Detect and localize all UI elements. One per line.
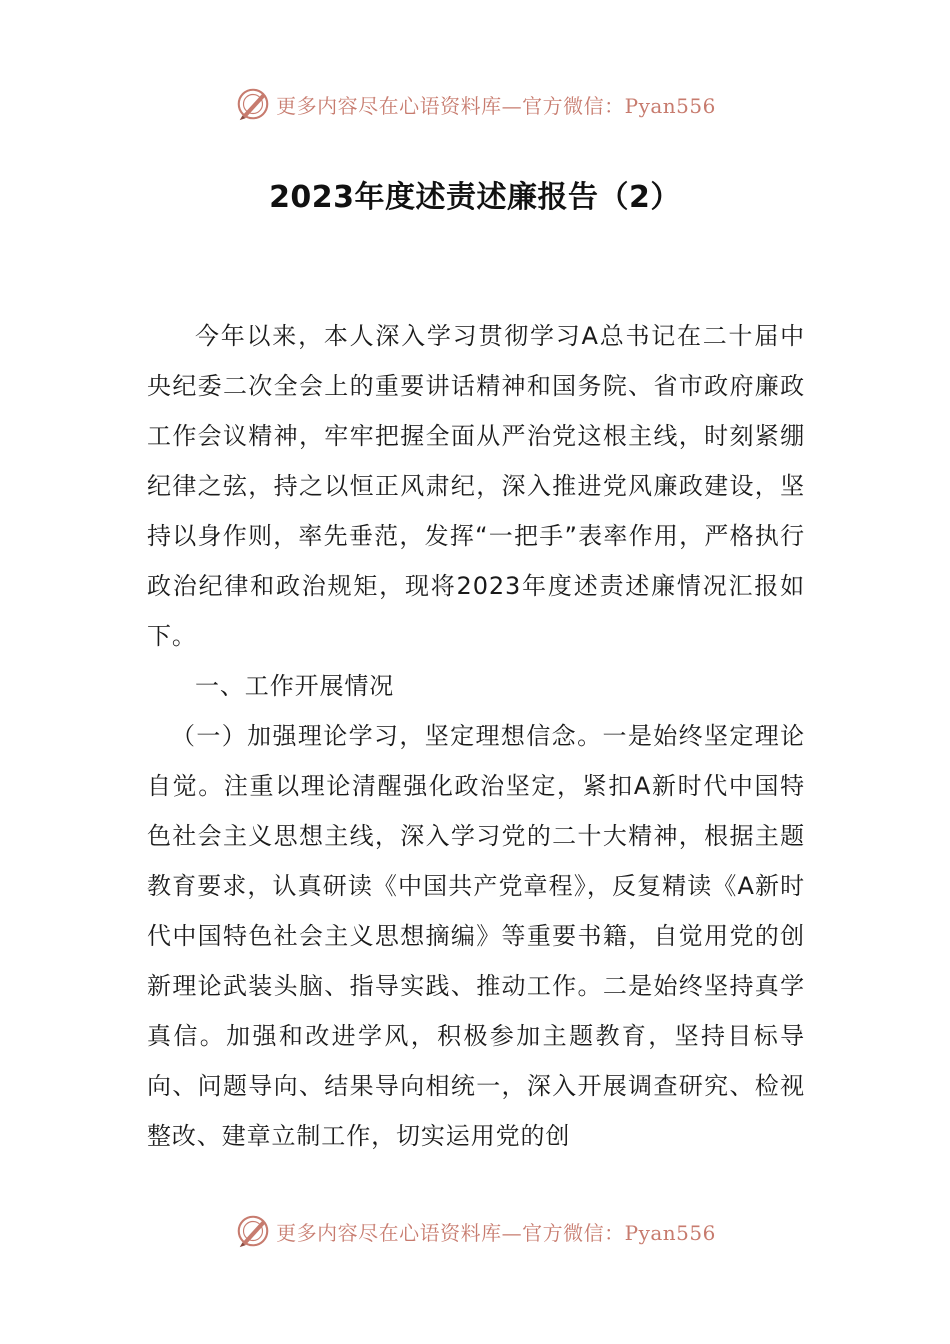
section-heading: 一、工作开展情况 (195, 672, 395, 700)
document-body (147, 311, 805, 1161)
paragraph-intro: 今年以来，本人深入学习贯彻学习A总书记在二十届中央纪委二次全会上的重要讲话精神和国务院、省市政府廉政工作会议精神，牢牢把握全面从严治党这根主线，时刻紧绷纪律之弦，持之以恒正风肃纪，深入推进党风廉政建设，坚持以身作则，率先垂范，发挥“一把手”表率作用，严格执行政治纪律和政治规矩，现将2023年度述责述廉情况汇报如下。 (147, 322, 805, 650)
pen-seal-icon (234, 85, 272, 123)
watermark-text: 更多内容尽在心语资料库—官方微信：Pyan556 (276, 1220, 716, 1245)
document-title: 2023年度述责述廉报告（2） (269, 180, 681, 215)
pen-seal-icon (234, 1212, 272, 1250)
paragraph-subsection: （一）加强理论学习，坚定理想信念。一是始终坚定理论自觉。注重以理论清醒强化政治坚定，紧扣A新时代中国特色社会主义思想主线，深入学习党的二十大精神，根据主题教育要求，认真研读《中国共产党章程》，反复精读《A新时代中国特色社会主义思想摘编》等重要书籍，自觉用党的创新理论武装头脑、指导实践、推动工作。二是始终坚持真学真信。加强和改进学风，积极参加主题教育，坚持目标导向、问题导向、结果导向相统一，深入开展调查研究、检视整改、建章立制工作，切实运用党的创 (147, 722, 805, 1150)
header-watermark (0, 82, 950, 126)
watermark-text: 更多内容尽在心语资料库—官方微信：Pyan556 (276, 93, 716, 118)
footer-watermark (0, 1209, 950, 1253)
